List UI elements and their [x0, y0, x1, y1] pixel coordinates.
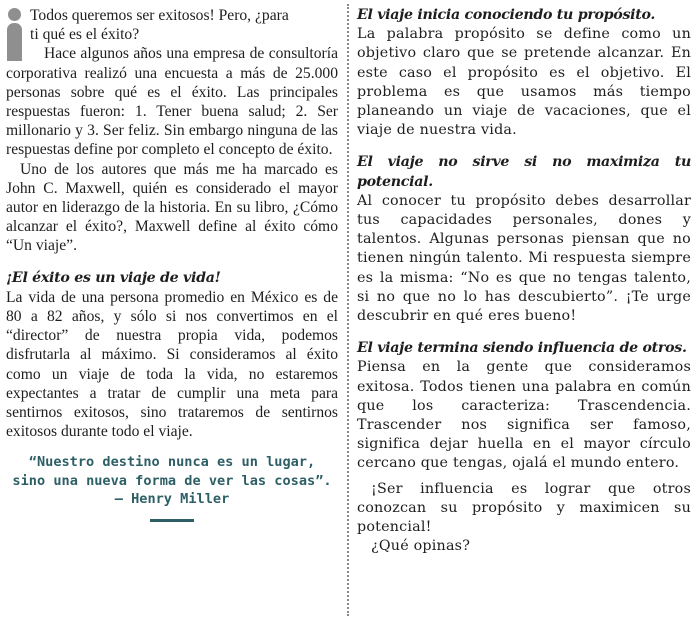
- subheading-purpose: El viaje inicia conociendo tu propósito.: [357, 7, 656, 23]
- person-silhouette-icon: [6, 8, 24, 62]
- intro-text: Todos queremos ser exitosos! Pero, ¿para ti qué es el éxito?: [30, 7, 289, 44]
- paragraph-purpose: La palabra propósito se define como un objetivo claro que se pretende alcanzar. En este caso el propósito es el objetivo. El problema es que usamos más tiempo planeando un viaje de vacaciones, que el viaje de nuestra vida.: [357, 26, 691, 139]
- quote-author: – Henry Miller: [114, 491, 230, 508]
- paragraph-maxwell: Uno de los autores que más me ha marcado es John C. Maxwell, quién es considerado el mayor autor en liderazgo de la historia. En su libro, ¿Cómo alcanzar el éxito?, Maxwell define al éxito cómo “Un viaje”.: [6, 160, 338, 255]
- intro-block: [6, 6, 338, 160]
- column-divider: [347, 4, 349, 616]
- subheading-influence: El viaje termina siendo influencia de otros.: [357, 340, 687, 357]
- paragraph-potential: Al conocer tu propósito debes desarrollar tus capacidades personales, dones y talentos. Algunas personas piensan que no tienen ningún talento. Mi respuesta siempre es la misma: “No es que no tengas talento, si no que no lo has descubierto”. ¡Te urge descubrir en qué eres bueno!: [357, 192, 691, 325]
- right-column: [357, 6, 691, 556]
- subheading-success-journey: ¡El éxito es un viaje de vida!: [6, 269, 221, 286]
- paragraph-influence: Piensa en la gente que consideramos exitosa. Todos tienen una palabra en común que los caracteriza: Trascendencia. Trascender nos significa ser famoso, significa dejar huella en el mayor círculo cercano que tengas, ojalá el mundo entero.: [357, 359, 691, 472]
- paragraph-survey: Hace algunos años una empresa de consultoría corporativa realizó una encuesta a más de 25.000 personas sobre qué es el éxito. Las principales respuestas fueron: 1. Tener buena salud; 2. Ser millonario y 3. Ser feliz. Sin embargo ninguna de las respuestas define por completo el concepto de éxito.: [6, 45, 338, 159]
- quote-line-2: sino una nueva forma de ver las cosas”.: [12, 472, 332, 489]
- subheading-potential: El viaje no sirve si no maximiza tu potencial.: [357, 154, 691, 190]
- quote-line-1: “Nuestro destino nunca es un lugar,: [28, 454, 316, 471]
- closing-question: ¿Qué opinas?: [371, 538, 471, 555]
- left-column: [6, 6, 338, 522]
- quote-underline: [150, 519, 194, 522]
- paragraph-be-influence: ¡Ser influencia es lograr que otros conozcan su propósito y maximicen su potencial!: [357, 480, 691, 536]
- pull-quote: [6, 453, 338, 522]
- paragraph-life-mexico: La vida de una persona promedio en México es de 80 a 82 años, y sólo si nos convertimos en el “director” de nuestra propia vida, podemos disfrutarla al máximo. Si consideramos al éxito como un viaje de toda la vida, no estaremos expectantes a tratar de cumplir una meta para sentirnos exitosos, sino trataremos de sentirnos exitosos durante todo el viaje.: [6, 288, 338, 441]
